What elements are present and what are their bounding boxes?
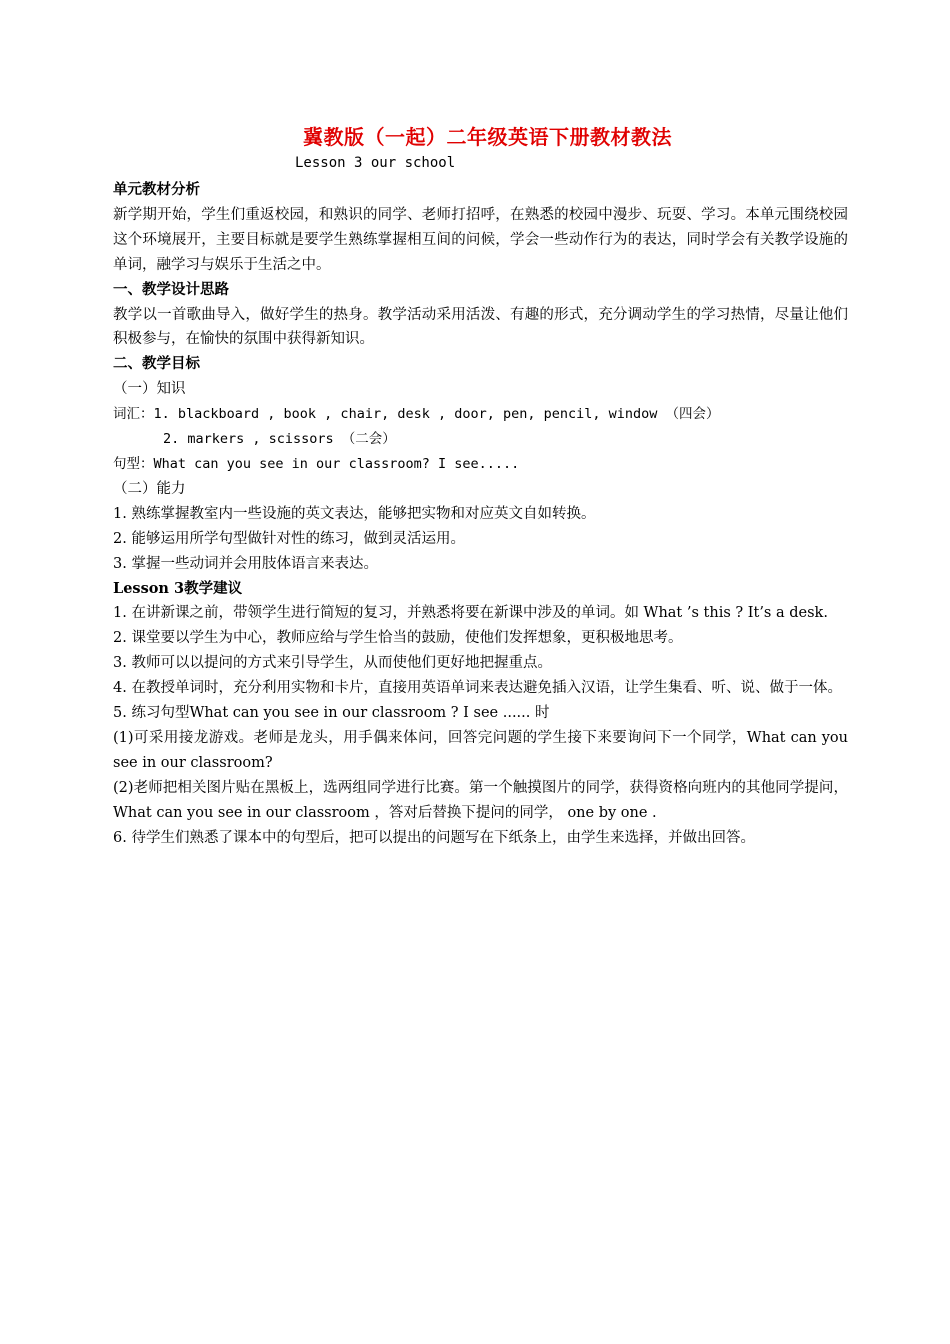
suggestion-item-5-2: (2)老师把相关图片贴在黑板上，选两组同学进行比赛。第一个触摸图片的同学，获得资格向班内的其他同学提问，What can you see in our classroom ，答对后替换下提问的同学， one by one . <box>113 779 848 821</box>
heading-unit-analysis: 单元教材分析 <box>113 181 200 198</box>
lesson-subtitle: Lesson 3 our school <box>295 155 456 171</box>
knowledge-label: （一）知识 <box>113 381 186 398</box>
ability-label: （二）能力 <box>113 480 186 497</box>
suggestion-item-5-1: (1)可采用接龙游戏。老师是龙头，用手偶来体问，回答完问题的学生接下来要询问下一个同学，What can you see in our classroom? <box>113 729 848 771</box>
suggestion-item-3: 3. 教师可以以提问的方式来引导学生，从而使他们更好地把握重点。 <box>113 655 552 672</box>
suggestion-item-4: 4. 在教授单词时，充分利用实物和卡片，直接用英语单词来表达避免插入汉语，让学生集看、听、说、做于一体。 <box>113 680 842 697</box>
ability-item-2: 2. 能够运用所学句型做针对性的练习，做到灵活运用。 <box>113 530 465 547</box>
document-page <box>113 122 848 850</box>
paragraph-design: 教学以一首歌曲导入，做好学生的热身。教学活动采用活泼、有趣的形式，充分调动学生的学习热情，尽量让他们积极参与，在愉快的氛围中获得新知识。 <box>113 306 848 348</box>
paragraph-unit-analysis: 新学期开始，学生们重返校园，和熟识的同学、老师打招呼，在熟悉的校园中漫步、玩耍、学习。本单元围绕校园这个环境展开，主要目标就是要学生熟练掌握相互间的问候，学会一些动作行为的表达，同时学会有关教学设施的单词，融学习与娱乐于生活之中。 <box>113 206 848 273</box>
heading-design: 一、教学设计思路 <box>113 280 229 298</box>
suggestion-item-1: 1. 在讲新课之前，带领学生进行简短的复习，并熟悉将要在新课中涉及的单词。如 What ’s this ? It’s a desk. <box>113 605 828 622</box>
vocab-line-2: 2. markers , scissors （二会） <box>163 431 396 448</box>
suggestion-item-5: 5. 练习句型What can you see in our classroom ? I see ...... 时 <box>113 705 550 722</box>
ability-item-1: 1. 熟练掌握教室内一些设施的英文表达，能够把实物和对应英文自如转换。 <box>113 505 596 522</box>
document-title: 冀教版（一起）二年级英语下册教材教法 <box>303 125 672 149</box>
heading-suggestions: Lesson 3教学建议 <box>113 579 243 597</box>
vocab-line-1: 词汇：1. blackboard , book , chair, desk , door, pen, pencil, window （四会） <box>113 406 720 423</box>
heading-goals: 二、教学目标 <box>113 355 200 373</box>
suggestion-item-6: 6. 待学生们熟悉了课本中的句型后，把可以提出的问题写在下纸条上，由学生来选择，并做出回答。 <box>113 829 755 846</box>
suggestion-item-2: 2. 课堂要以学生为中心，教师应给与学生恰当的鼓励，使他们发挥想象，更积极地思考。 <box>113 630 683 647</box>
ability-item-3: 3. 掌握一些动词并会用肢体语言来表达。 <box>113 555 378 572</box>
sentence-line: 句型：What can you see in our classroom? I see..... <box>113 455 520 472</box>
